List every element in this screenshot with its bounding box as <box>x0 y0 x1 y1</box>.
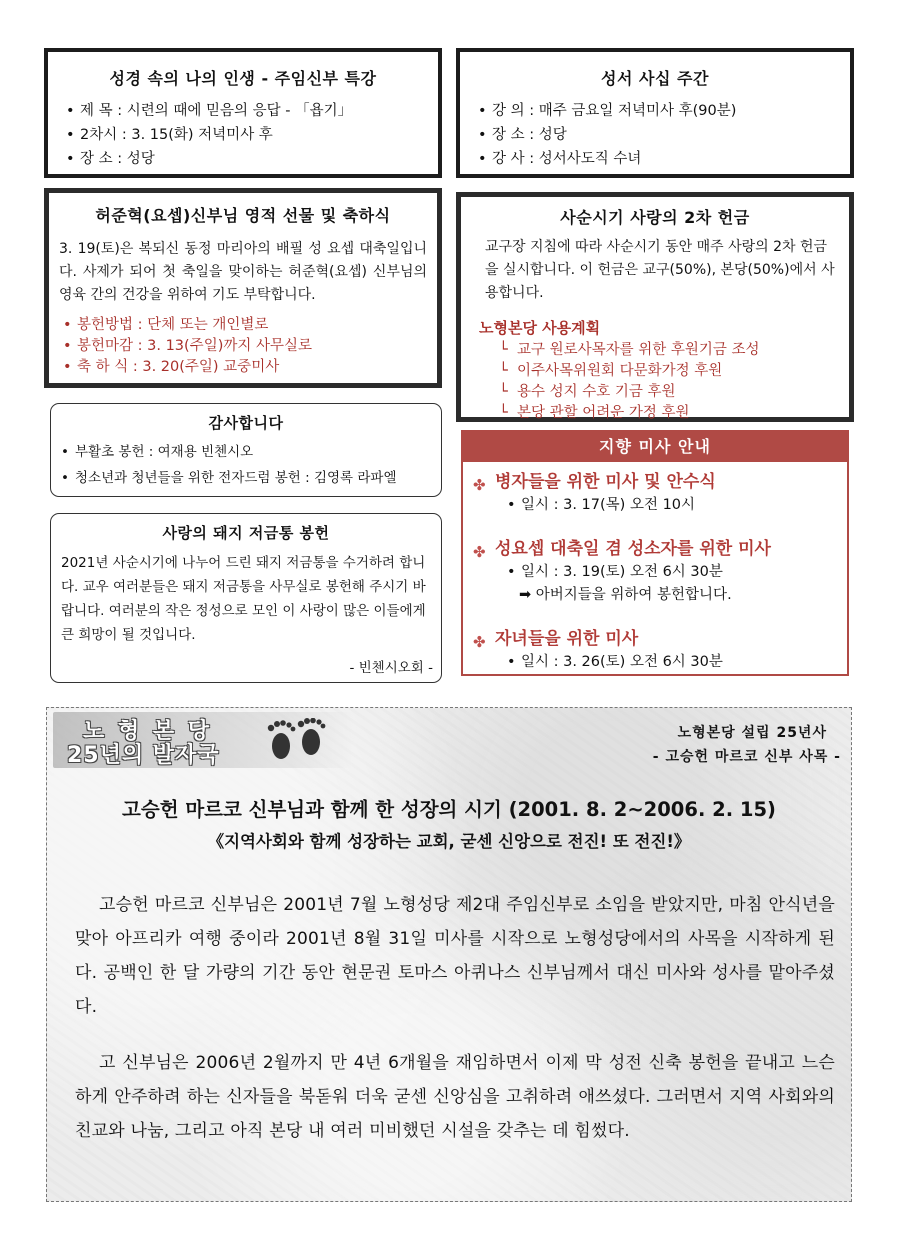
list-item: • 제 목 : 시련의 때에 믿음의 응답 - 「욥기」 <box>58 99 438 123</box>
thanks-box <box>50 403 442 497</box>
intention-mass-header <box>463 432 847 462</box>
history-section <box>46 707 852 1202</box>
lecture-box <box>44 48 442 178</box>
lecture-title: 성경 속의 나의 인생 - 주임신부 특강 <box>109 69 377 88</box>
mass-date: • 일시 : 3. 26(토) 오전 6시 30분 <box>463 651 847 674</box>
list-item: └ 용수 성지 수호 기금 후원 <box>499 382 849 403</box>
thanks-list <box>53 439 441 491</box>
lecture-list <box>58 99 438 171</box>
mass-date: • 일시 : 3. 17(목) 오전 10시 <box>463 494 847 517</box>
history-paragraph: 고 신부님은 2006년 2월까지 만 4년 6개월을 재임하면서 이제 막 성전 신축 봉헌을 끝내고 느슨하게 안주하려 하는 신자들을 북돋워 더욱 굳센 신앙심을 고취하려 애쓰셨다. 그러면서 지역 사회와의 친교와 나눔, 그리고 아직 본당 내 여러 미비했던 시설을 갖추는 데 힘썼다. <box>75 1053 835 1141</box>
logo-line1: 노 형 본 당 <box>83 719 212 744</box>
mass-name: ✤ 성요셉 대축일 겸 성소자를 위한 미사 <box>465 537 847 561</box>
mass-note: ➡ 아버지들을 위하여 봉헌합니다. <box>519 587 732 603</box>
list-item: └ 이주사목위원회 다문화가정 후원 <box>499 361 849 382</box>
list-item: • 2차시 : 3. 15(화) 저녁미사 후 <box>58 123 438 147</box>
history-right-title: 노형본당 설립 25년사 <box>677 725 827 741</box>
lent-offering-title: 사순시기 사랑의 2차 헌금 <box>560 208 750 227</box>
plan-list <box>499 340 849 424</box>
bible-list <box>470 99 850 171</box>
logo-line2: 25년의 발자국 <box>67 743 220 768</box>
list-item: • 청소년과 청년들을 위한 전자드럼 봉헌 : 김영록 라파엘 <box>53 465 441 491</box>
spiritual-gift-title: 허준혁(요셉)신부님 영적 선물 및 축하식 <box>95 206 391 225</box>
spiritual-gift-list <box>55 315 437 378</box>
bible-title: 성서 사십 주간 <box>601 69 709 88</box>
lent-offering-box <box>456 192 854 422</box>
list-item: • 부활초 봉헌 : 여재용 빈첸시오 <box>53 439 441 465</box>
spiritual-gift-box <box>44 188 442 388</box>
diamond-icon: ✤ <box>473 476 486 494</box>
list-item: └ 본당 관할 어려운 가정 후원 <box>499 403 849 424</box>
history-heading: 고승헌 마르코 신부님과 함께 한 성장의 시기 (2001. 8. 2~2006. 2. 15) <box>122 798 776 821</box>
list-item: • 축 하 식 : 3. 20(주일) 교중미사 <box>55 357 437 378</box>
piggy-body: 2021년 사순시기에 나누어 드린 돼지 저금통을 수거하려 합니다. 교우 여러분들은 돼지 저금통을 사무실로 봉헌해 주시기 바랍니다. 여러분의 작은 정성으로 모인 이 사랑이 많은 이들에게 큰 희망이 될 것입니다. <box>61 555 426 643</box>
bible-box <box>456 48 854 178</box>
mass-name: ✤ 자녀들을 위한 미사 <box>465 627 847 651</box>
footprints-icon <box>263 718 333 762</box>
history-right-sub: - 고승헌 마르코 신부 사목 - <box>652 749 841 765</box>
list-item: • 봉헌마감 : 3. 13(주일)까지 사무실로 <box>55 336 437 357</box>
history-paragraph: 고승헌 마르코 신부님은 2001년 7월 노형성당 제2대 주임신부로 소임을 받았지만, 마침 안식년을 맞아 아프리카 여행 중이라 2001년 8월 31일 미사를 시작으로 노형성당에서의 사목을 시작하게 된다. 공백인 한 달 가량의 기간 동안 현문권 토마스 아퀴나스 신부님께서 대신 미사와 성사를 맡아주셨다. <box>75 895 835 1017</box>
list-item: • 봉헌방법 : 단체 또는 개인별로 <box>55 315 437 336</box>
intention-mass-box <box>461 430 849 676</box>
diamond-icon: ✤ <box>473 543 486 561</box>
list-item: └ 교구 원로사목자를 위한 후원기금 조성 <box>499 340 849 361</box>
mass-name: ✤ 병자들을 위한 미사 및 안수식 <box>465 470 847 494</box>
history-subheading: 《지역사회와 함께 성장하는 교회, 굳센 신앙으로 전진! 또 전진!》 <box>207 832 691 851</box>
lent-offering-body: 교구장 지침에 따라 사순시기 동안 매주 사랑의 2차 헌금을 실시합니다. 이 헌금은 교구(50%), 본당(50%)에서 사용합니다. <box>485 239 835 301</box>
list-item: • 강 사 : 성서사도직 수녀 <box>470 147 850 171</box>
list-item: • 강 의 : 매주 금요일 저녁미사 후(90분) <box>470 99 850 123</box>
spiritual-gift-body: 3. 19(토)은 복되신 동정 마리아의 배필 성 요셉 대축일입니다. 사제가 되어 첫 축일을 맞이하는 허준혁(요셉) 신부님의 영육 간의 건강을 위하여 기도 부탁합니다. <box>59 241 427 303</box>
intention-mass-title: 지향 미사 안내 <box>599 437 711 456</box>
mass-list <box>463 470 847 674</box>
history-logo <box>53 712 353 768</box>
thanks-title: 감사합니다 <box>208 414 284 432</box>
list-item: • 장 소 : 성당 <box>470 123 850 147</box>
mass-date: • 일시 : 3. 19(토) 오전 6시 30분 <box>463 561 847 584</box>
piggy-title: 사랑의 돼지 저금통 봉헌 <box>162 524 330 542</box>
piggy-box <box>50 513 442 683</box>
piggy-sign: - 빈첸시오회 - <box>349 660 433 676</box>
diamond-icon: ✤ <box>473 633 486 651</box>
list-item: • 장 소 : 성당 <box>58 147 438 171</box>
plan-title: 노형본당 사용계획 <box>479 319 601 337</box>
